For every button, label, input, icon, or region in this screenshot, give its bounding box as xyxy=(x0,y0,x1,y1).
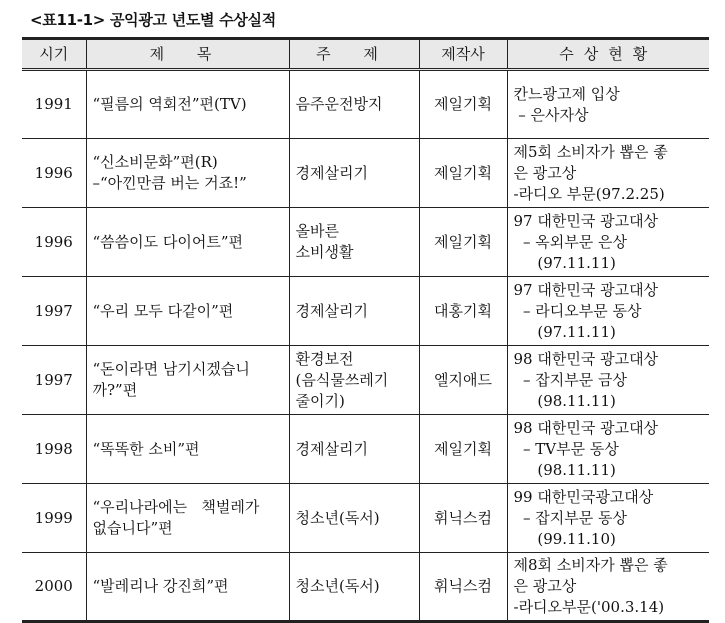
cell-producer: 대홍기획 xyxy=(419,277,507,346)
title-line: “우리나라에는 책벌레가 xyxy=(92,498,260,516)
cell-year: 2000 xyxy=(22,553,86,622)
cell-title xyxy=(86,139,289,208)
theme-line: 올바른 xyxy=(295,222,339,240)
award-line: 은 광고상 xyxy=(513,577,577,595)
awards-table xyxy=(22,37,709,623)
cell-award xyxy=(507,277,709,346)
title-line: 없습니다”편 xyxy=(92,519,173,537)
table-caption: <표11-1> 공익광고 년도별 수상실적 xyxy=(30,11,276,29)
cell-award xyxy=(507,139,709,208)
table-row xyxy=(22,415,709,484)
award-line: -라디오 부문(97.2.25) xyxy=(513,184,665,203)
cell-award xyxy=(507,484,709,553)
table-row xyxy=(22,484,709,553)
cell-theme xyxy=(289,70,419,139)
header-award: 수상현황 xyxy=(507,39,709,70)
award-line: (97.11.11) xyxy=(513,322,616,341)
title-line: “발레리나 강진희”편 xyxy=(92,577,229,595)
title-line: “똑똑한 소비”편 xyxy=(92,439,200,458)
award-line: – 은사자상 xyxy=(513,105,589,124)
cell-producer: 제일기획 xyxy=(419,415,507,484)
award-line: 제8회 소비자가 뽑은 좋 xyxy=(513,556,668,574)
award-line: 97 대한민국 광고대상 xyxy=(513,211,659,230)
cell-theme xyxy=(289,484,419,553)
title-line: “필름의 역회전”편(TV) xyxy=(92,95,247,113)
award-line: (98.11.11) xyxy=(513,391,616,410)
cell-year: 1999 xyxy=(22,484,86,553)
title-line: 까?”편 xyxy=(92,381,138,399)
theme-line: 청소년(독서) xyxy=(295,577,380,595)
award-line: 97 대한민국 광고대상 xyxy=(513,280,659,299)
cell-producer: 휘닉스컴 xyxy=(419,553,507,622)
theme-line: 경제살리기 xyxy=(295,163,368,182)
award-line: (99.11.10) xyxy=(513,529,616,548)
theme-line: 경제살리기 xyxy=(295,439,368,458)
award-line: – TV부문 동상 xyxy=(513,439,619,458)
award-line: – 잡지부문 동상 xyxy=(513,508,628,527)
theme-line: 줄이기) xyxy=(295,391,345,410)
cell-theme xyxy=(289,277,419,346)
cell-year: 1996 xyxy=(22,208,86,277)
cell-title xyxy=(86,277,289,346)
theme-line: 경제살리기 xyxy=(295,301,368,320)
table-row xyxy=(22,346,709,415)
cell-year: 1991 xyxy=(22,70,86,139)
cell-theme xyxy=(289,208,419,277)
award-line: – 라디오부문 동상 xyxy=(513,301,642,320)
cell-producer: 제일기획 xyxy=(419,139,507,208)
table-row xyxy=(22,208,709,277)
table-row xyxy=(22,277,709,346)
award-line: – 잡지부문 금상 xyxy=(513,370,628,389)
cell-year: 1996 xyxy=(22,139,86,208)
award-line: 칸느광고제 입상 xyxy=(513,84,620,103)
cell-year: 1997 xyxy=(22,277,86,346)
cell-award xyxy=(507,553,709,622)
table-row xyxy=(22,70,709,139)
header-row xyxy=(22,39,709,70)
award-line: 98 대한민국 광고대상 xyxy=(513,349,659,368)
theme-line: 청소년(독서) xyxy=(295,508,380,527)
cell-award xyxy=(507,415,709,484)
theme-line: 음주운전방지 xyxy=(295,95,383,113)
cell-award xyxy=(507,346,709,415)
table-row xyxy=(22,553,709,622)
cell-title xyxy=(86,553,289,622)
title-line: “우리 모두 다같이”편 xyxy=(92,301,234,320)
award-line: (98.11.11) xyxy=(513,460,616,479)
header-theme: 주 제 xyxy=(289,39,419,70)
cell-producer: 엘지애드 xyxy=(419,346,507,415)
title-line: “신소비문화”편(R) xyxy=(92,153,218,171)
cell-title xyxy=(86,208,289,277)
award-line: – 옥외부문 은상 xyxy=(513,232,628,251)
table-row xyxy=(22,139,709,208)
award-line: -라디오부문('00.3.14) xyxy=(513,598,665,616)
cell-year: 1997 xyxy=(22,346,86,415)
award-line: (97.11.11) xyxy=(513,253,616,272)
cell-award xyxy=(507,208,709,277)
cell-theme xyxy=(289,553,419,622)
cell-year: 1998 xyxy=(22,415,86,484)
title-line: “씀씀이도 다이어트”편 xyxy=(92,232,244,251)
award-line: 98 대한민국 광고대상 xyxy=(513,418,659,437)
award-line: 은 광고상 xyxy=(513,163,577,182)
theme-line: 환경보전 xyxy=(295,349,354,368)
title-line: “돈이라면 남기시겠습니 xyxy=(92,360,250,378)
cell-producer: 제일기획 xyxy=(419,208,507,277)
cell-title xyxy=(86,346,289,415)
award-line: 제5회 소비자가 뽑은 좋 xyxy=(513,142,668,161)
cell-theme xyxy=(289,139,419,208)
theme-line: (음식물쓰레기 xyxy=(295,370,389,389)
header-year: 시기 xyxy=(22,39,86,70)
cell-title xyxy=(86,484,289,553)
header-producer: 제작사 xyxy=(419,39,507,70)
cell-title xyxy=(86,70,289,139)
theme-line: 소비생활 xyxy=(295,243,354,261)
award-line: 99 대한민국광고대상 xyxy=(513,487,654,506)
cell-title xyxy=(86,415,289,484)
cell-theme xyxy=(289,346,419,415)
header-title: 제 목 xyxy=(86,39,289,70)
cell-award xyxy=(507,70,709,139)
cell-theme xyxy=(289,415,419,484)
cell-producer: 제일기획 xyxy=(419,70,507,139)
title-line: –“아낀만큼 버는 거죠!” xyxy=(92,174,247,192)
cell-producer: 휘닉스컴 xyxy=(419,484,507,553)
